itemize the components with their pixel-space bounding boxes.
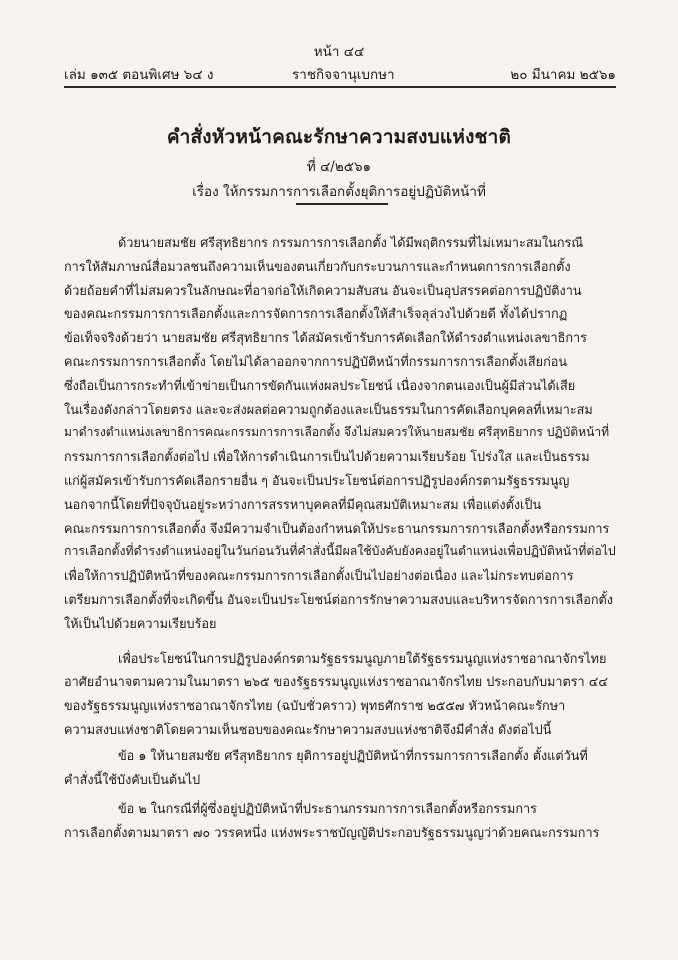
order-number: ที่ ๔/๒๕๖๑ bbox=[306, 159, 372, 175]
text-line: ให้เป็นไปด้วยความเรียบร้อย bbox=[64, 615, 217, 631]
text-line: แก่ผู้สมัครเข้ารับการคัดเลือกรายอื่น ๆ อันจะเป็นประโยชน์ต่อการปฏิรูปองค์กรตามรัฐธรรมนูญ bbox=[64, 472, 570, 488]
page-number: หน้า ๔๔ bbox=[313, 44, 365, 60]
volume-issue: เล่ม ๑๓๕ ตอนพิเศษ ๖๔ ง bbox=[64, 67, 214, 83]
text-line: ข้อ ๒ ในกรณีที่ผู้ซึ่งอยู่ปฏิบัติหน้าที่ประธานกรรมการการเลือกตั้งหรือกรรมการ bbox=[118, 801, 537, 817]
text-line: ของรัฐธรรมนูญแห่งราชอาณาจักรไทย (ฉบับชั่วคราว) พุทธศักราช ๒๕๕๗ หัวหน้าคณะรักษา bbox=[64, 698, 566, 714]
text-line: ในเรื่องดังกล่าวโดยตรง และจะส่งผลต่อความถูกต้องและเป็นธรรมในการคัดเลือกบุคคลที่เหมาะสม bbox=[64, 401, 593, 417]
text-line: เพื่อประโยชน์ในการปฏิรูปองค์กรตามรัฐธรรมนูญภายใต้รัฐธรรมนูญแห่งราชอาณาจักรไทย bbox=[118, 650, 607, 666]
text-line: ด้วยถ้อยคำที่ไม่สมควรในลักษณะที่อาจก่อให้เกิดความสับสน อันจะเป็นอุปสรรคต่อการปฏิบัติงาน bbox=[64, 282, 582, 298]
text-line: ด้วยนายสมชัย ศรีสุทธิยากร กรรมการการเลือกตั้ง ได้มีพฤติกรรมที่ไม่เหมาะสมในกรณี bbox=[118, 235, 584, 250]
text-line: เตรียมการเลือกตั้งที่จะเกิดขึ้น อันจะเป็นประโยชน์ต่อการรักษาความสงบและบริหารจัดการการเลือกตั้ง bbox=[64, 591, 613, 607]
order-body bbox=[64, 231, 617, 845]
text-line: กรรมการการเลือกตั้งต่อไป เพื่อให้การดำเนินการเป็นไปด้วยความเรียบร้อย โปร่งใส และเป็นธรรม bbox=[64, 449, 590, 465]
order-title: คำสั่งหัวหน้าคณะรักษาความสงบแห่งชาติ bbox=[166, 126, 512, 148]
text-line: นอกจากนี้โดยที่ปัจจุบันอยู่ระหว่างการสรรหาบุคคลที่มีคุณสมบัติเหมาะสม เพื่อแต่งตั้งเป็น bbox=[64, 496, 542, 512]
paragraph-preamble bbox=[64, 231, 617, 636]
text-line: ซึ่งถือเป็นการกระทำที่เข้าข่ายเป็นการขัดกันแห่งผลประโยชน์ เนื่องจากตนเองเป็นผู้มีส่วนได้เสีย bbox=[64, 377, 576, 393]
text-line: การเลือกตั้งที่ดำรงตำแหน่งอยู่ในวันก่อนวันที่คำสั่งนี้มีผลใช้บังคับยังคงอยู่ในตำแหน่งเพื่อปฏิบัติหน้าที่ต่อไป bbox=[64, 544, 616, 559]
gazette-name: ราชกิจจานุเบกษา bbox=[292, 67, 395, 83]
text-line: การเลือกตั้งตามมาตรา ๗๐ วรรคหนึ่ง แห่งพระราชบัญญัติประกอบรัฐธรรมนูญว่าด้วยคณะกรรมการ bbox=[64, 825, 600, 841]
gazette-date: ๒๐ มีนาคม ๒๕๖๑ bbox=[510, 67, 616, 83]
text-line: ข้อ ๑ ให้นายสมชัย ศรีสุทธิยากร ยุติการอยู่ปฏิบัติหน้าที่กรรมการการเลือกตั้ง ตั้งแต่วันที่ bbox=[118, 747, 588, 763]
text-line: คณะกรรมการการเลือกตั้ง โดยไม่ได้ลาออกจากการปฏิบัติหน้าที่กรรมการการเลือกตั้งเสียก่อน bbox=[64, 353, 568, 369]
text-line: คำสั่งนี้ใช้บังคับเป็นต้นไป bbox=[64, 771, 201, 787]
order-subject: เรื่อง ให้กรรมการการเลือกตั้งยุติการอยู่ปฏิบัติหน้าที่ bbox=[192, 184, 486, 200]
text-line: ความสงบแห่งชาติโดยความเห็นชอบของคณะรักษาความสงบแห่งชาติจึงมีคำสั่ง ดังต่อไปนี้ bbox=[64, 721, 552, 737]
text-line: การให้สัมภาษณ์สื่อมวลชนถึงความเห็นของตนเกี่ยวกับกระบวนการและกำหนดการการเลือกตั้ง bbox=[64, 258, 571, 274]
clause-2 bbox=[64, 797, 617, 845]
text-line: มาดำรงตำแหน่งเลขาธิการคณะกรรมการการเลือกตั้ง จึงไม่สมควรให้นายสมชัย ศรีสุทธิยากร ปฏิบัติหน้าที่ bbox=[64, 425, 610, 440]
text-line: อาศัยอำนาจตามความในมาตรา ๒๖๕ ของรัฐธรรมนูญแห่งราชอาณาจักรไทย ประกอบกับมาตรา ๔๔ bbox=[64, 674, 608, 690]
text-line: เพื่อให้การปฏิบัติหน้าที่ของคณะกรรมการการเลือกตั้งเป็นไปอย่างต่อเนื่อง และไม่กระทบต่อการ bbox=[64, 568, 574, 584]
clause-1 bbox=[64, 744, 617, 792]
paragraph-authority bbox=[64, 647, 617, 742]
text-line: ข้อเท็จจริงด้วยว่า นายสมชัย ศรีสุทธิยากร ได้สมัครเข้ารับการคัดเลือกให้ดำรงตำแหน่งเลขาธิการ bbox=[64, 330, 587, 346]
text-line: คณะกรรมการการเลือกตั้ง จึงมีความจำเป็นต้องกำหนดให้ประธานกรรมการการเลือกตั้งหรือกรรมการ bbox=[64, 520, 610, 536]
text-line: ของคณะกรรมการการเลือกตั้งและการจัดการการเลือกตั้งให้สำเร็จลุล่วงไปด้วยดี ทั้งได้ปรากฏ bbox=[64, 306, 568, 322]
header-rule bbox=[64, 86, 616, 88]
title-rule bbox=[296, 203, 388, 205]
